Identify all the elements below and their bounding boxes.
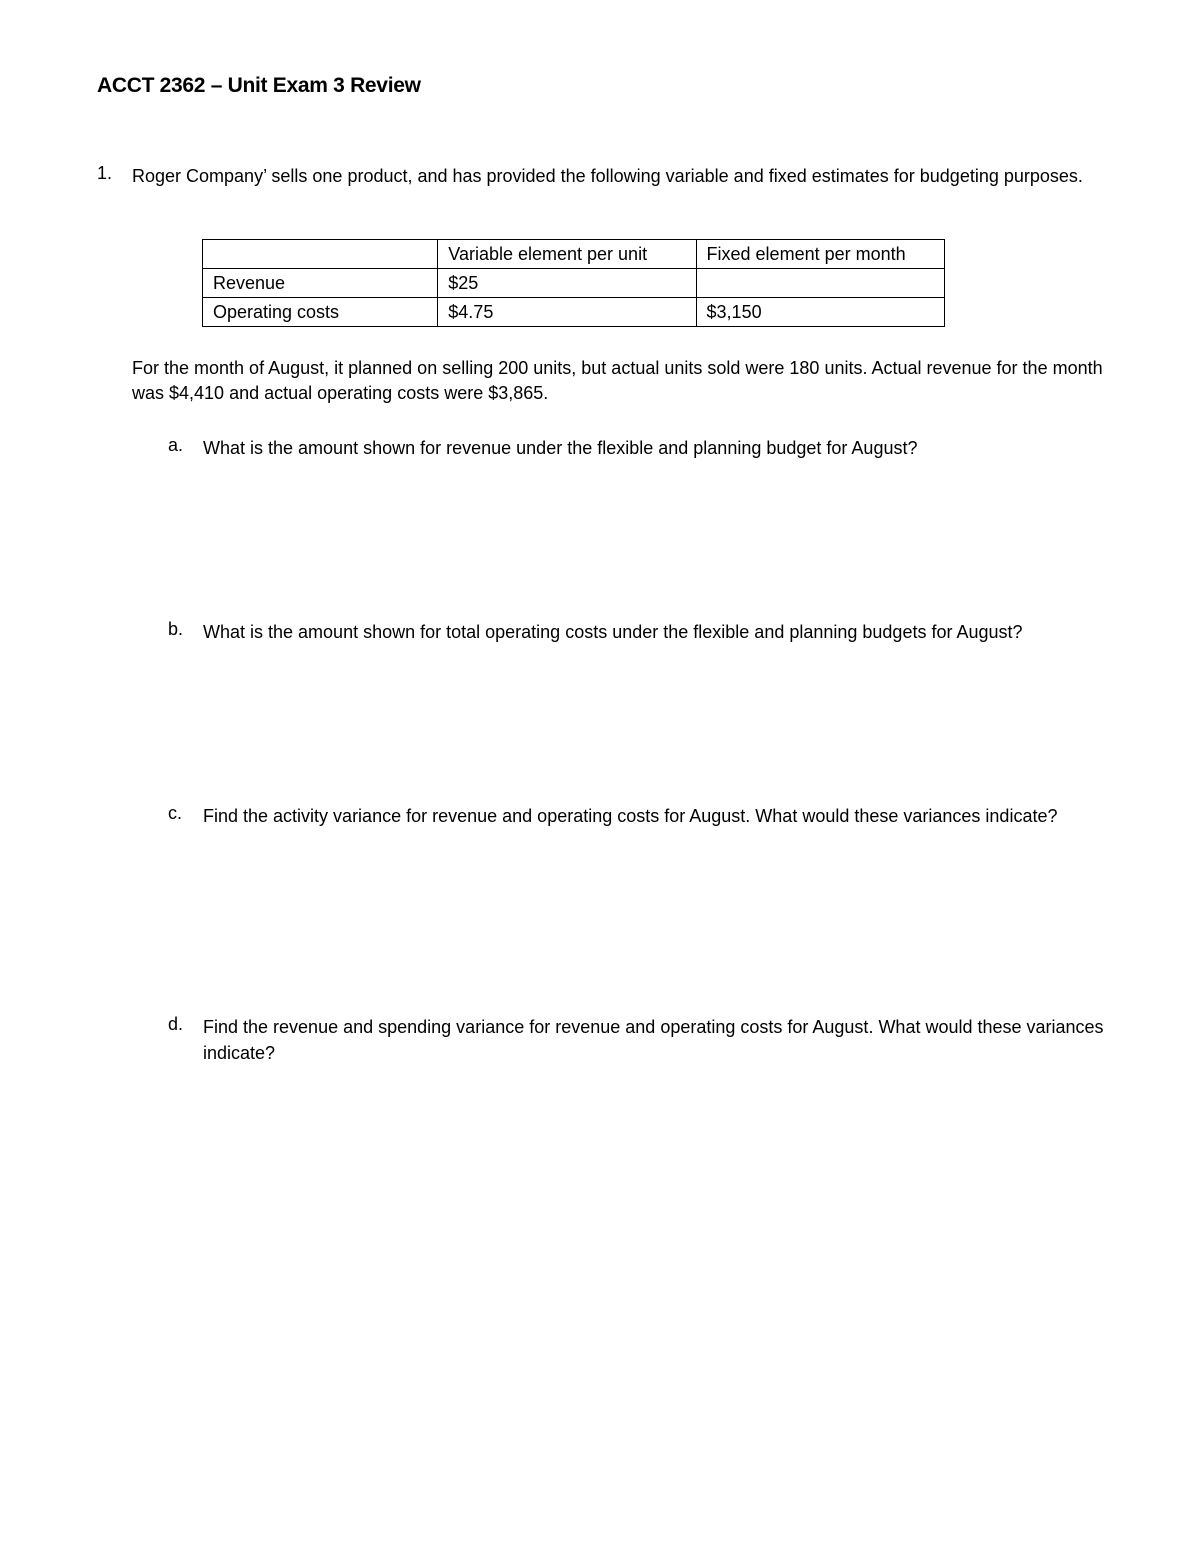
scenario-paragraph: For the month of August, it planned on selling 200 units, but actual units sold were 180 units. Actual revenue for the month was $4,410 and actual operating costs were $3,865. — [132, 358, 1103, 403]
question-text: Roger Company’ sells one product, and has provided the following variable and fixed estimates for budgeting purposes. — [132, 166, 1083, 186]
question-number: 1. — [97, 163, 113, 183]
subquestion-text: Find the activity variance for revenue and operating costs for August. What would these variances indicate? — [203, 806, 1058, 826]
table-row — [203, 298, 945, 327]
document-title: ACCT 2362 – Unit Exam 3 Review — [97, 74, 421, 97]
table-header-cell — [203, 240, 438, 269]
table-cell — [696, 269, 944, 298]
estimates-table — [202, 239, 945, 327]
table-cell: $25 — [438, 269, 696, 298]
subquestion-text: Find the revenue and spending variance for revenue and operating costs for August. What would these variances indicate? — [203, 1017, 1104, 1063]
table-cell: Revenue — [203, 269, 438, 298]
table-header-row — [203, 240, 945, 269]
subquestion-letter: a. — [168, 435, 184, 455]
table-cell: Operating costs — [203, 298, 438, 327]
subquestion-letter: b. — [168, 619, 184, 639]
table-row — [203, 269, 945, 298]
subquestion-text: What is the amount shown for revenue under the flexible and planning budget for August? — [203, 438, 918, 458]
table-cell: $4.75 — [438, 298, 696, 327]
subquestion-letter: c. — [168, 803, 183, 823]
table-cell: $3,150 — [696, 298, 944, 327]
table-header-cell: Fixed element per month — [696, 240, 944, 269]
subquestion-letter: d. — [168, 1014, 184, 1034]
subquestion-text: What is the amount shown for total operating costs under the flexible and planning budgets for August? — [203, 622, 1023, 642]
table-header-cell: Variable element per unit — [438, 240, 696, 269]
